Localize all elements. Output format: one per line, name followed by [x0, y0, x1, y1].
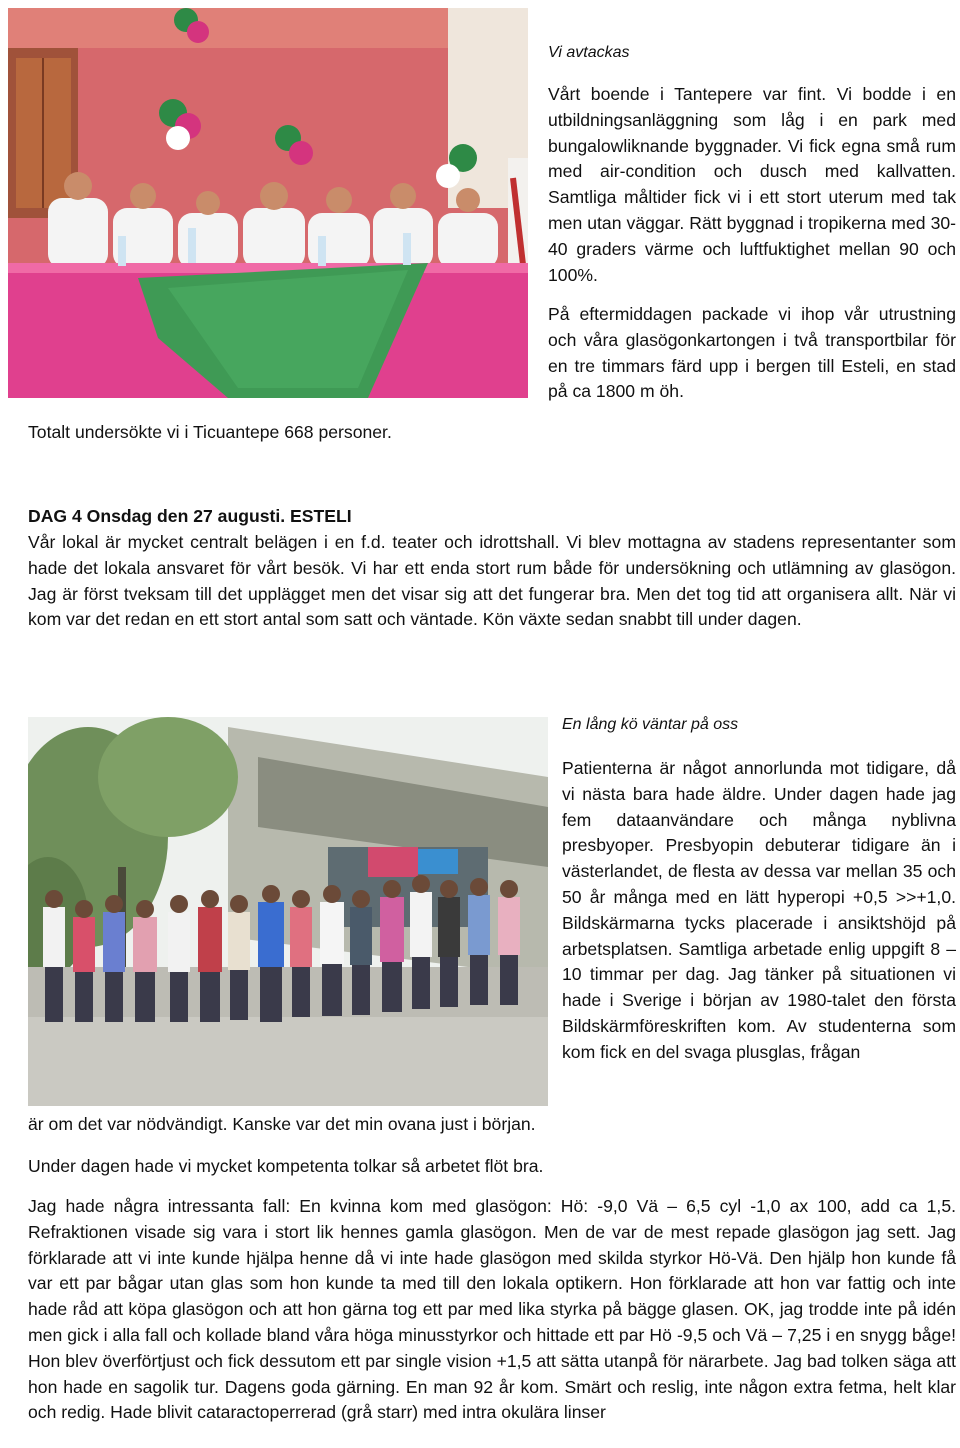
paragraph-accommodation: Vårt boende i Tantepere var fint. Vi bodde i en utbildningsanläggning som låg i en park med bungalowliknande byggnader. Vi fick egna små rum med air-condition och dusch med kallvatten. Samtliga måltider fick vi i ett stort uterum med tak men utan väggar. Rätt byggnad i tropikerna med 30-40 graders värme och luftfuktighet mellan 90 och 100%.	[548, 84, 956, 285]
caption-thanks: Vi avtackas	[548, 44, 630, 61]
paragraph-afternoon: På eftermiddagen packade vi ihop vår utrustning och våra glasögonkartongen i två transportbilar för en tre timmars färd upp i bergen till Esteli, en stad på ca 1800 m öh.	[548, 304, 956, 402]
queue-photo	[28, 717, 548, 1106]
paragraph-interpreters: Under dagen hade vi mycket kompetenta tolkar så arbetet flöt bra.	[28, 1156, 544, 1176]
paragraph-cases: Jag hade några intressanta fall: En kvinna kom med glasögon: Hö: -9,0 Vä – 6,5 cyl -1,0 ax 100, add ca 1,5. Refraktionen visade sig vara i stort lik hennes gamla glasögon. Men de var de mest repade glasögon jag sett. Jag förklarade att vi inte kunde hjälpa henne då vi inte hade glasögon med skilda styrkor Hö-Vä. Den hjälp hon kunde få var ett par bågar utan glas som hon kunde ta med till den lokala optikern. Hon förklarade att hon var fattig och inte hade råd att köpa glasögon och att hon gärna tog ett par med lika styrka på bägge glasen. OK, jag trodde inte på idén men gick i alla fall och kollade bland våra höga minusstyrkor och hittade ett par Hö -9,5 och Vä – 7,25 i en snygg båge! Hon blev överförtjust och fick dessutom ett par single vision +1,5 att sätta utanpå för närarbete. Jag bad tolken säga att hon hade en sagolik tur. Dagens goda gärning. En man 92 år kom. Smärt och reslig, inte någon extra fetma, helt klar och redig. Hade blivit cataractoperrerad (grå starr) med intra okulära linser	[28, 1196, 956, 1423]
caption-queue: En lång kö väntar på oss	[562, 716, 739, 733]
paragraph-patients-continued: är om det var nödvändigt. Kanske var det min ovana just i början.	[28, 1114, 536, 1134]
paragraph-esteli: Vår lokal är mycket centralt belägen i en f.d. teater och idrottshall. Vi blev mottagna av stadens representanter som hade det lokala ansvaret för vårt besök. Vi har ett enda stort rum både för undersökning och utlämning av glasögon. Jag är först tveksam till det upplägget men det visar sig att det fungerar bra. Men det tog tid att organisera allt. När vi kom var det redan en ett stort antal som satt och väntade. Kön växte sedan snabbt till under dagen.	[28, 532, 956, 630]
table-photo	[8, 8, 528, 398]
paragraph-patients: Patienterna är något annorlunda mot tidigare, då vi nästa bara hade äldre. Under dagen hade jag fem dataanvändare och många nyblivna presbyoper. Presbyopin debuterar tidigare än i västerlandet, de flesta av dessa var mellan 35 och 50 år många med en lätt hyperopi +0,5 >>+1,0. Bildskärmarna tycks placerade i ansiktshöjd på arbetsplatsen. Samtliga arbetade enlig uppgift 8 – 10 timmar per dag. Jag tänker på situationen vi hade i Sverige i början av 1980-talet den första Bildskärmföreskriften kom. Av studenterna som kom fick en del svaga plusglas, frågan	[562, 758, 956, 1062]
paragraph-total: Totalt undersökte vi i Ticuantepe 668 personer.	[28, 422, 392, 442]
day4-heading: DAG 4 Onsdag den 27 augusti. ESTELI	[28, 506, 352, 526]
